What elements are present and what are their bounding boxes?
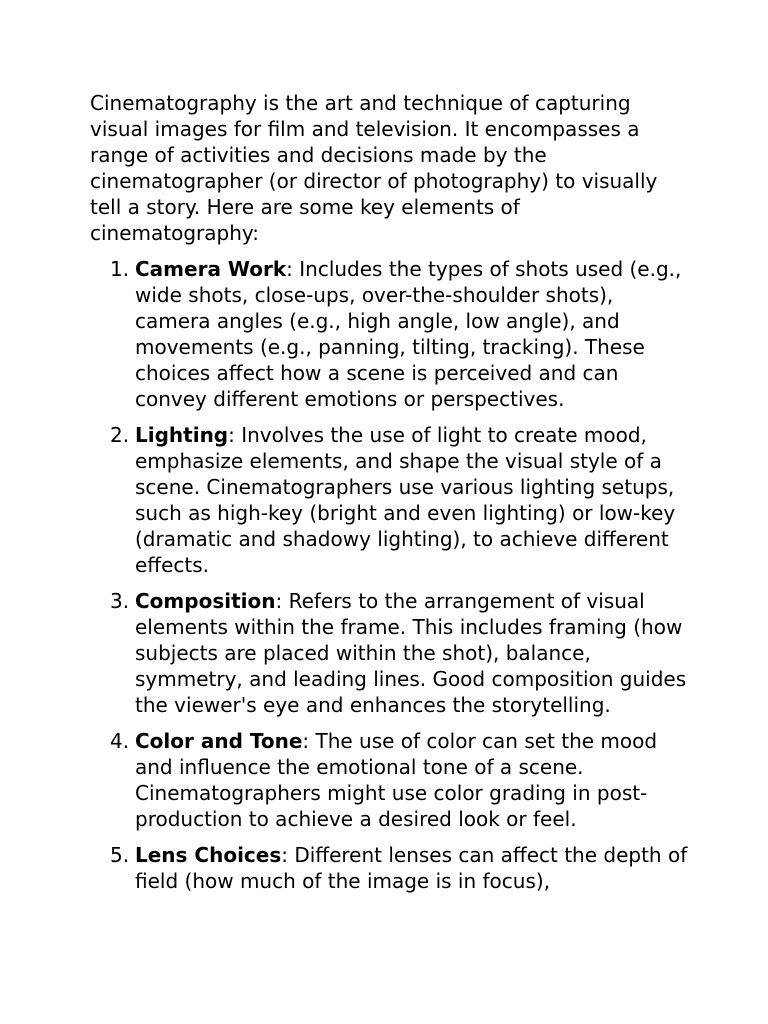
list-item-term: Color and Tone — [135, 729, 303, 753]
list-item-term: Composition — [135, 589, 276, 613]
list-item-term: Lighting — [135, 423, 229, 447]
elements-list — [90, 256, 690, 894]
list-item-term: Camera Work — [135, 257, 287, 281]
list-item-text: : Includes the types of shots used (e.g., wide shots, close-ups, over-the-shoulder shots), camera angles (e.g., high angle, low angle), and movements (e.g., panning, tilting, tracking). These choices affect how a scene is perceived and can convey different emotions or perspectives. — [135, 257, 682, 411]
list-item-text: : Different lenses can affect the depth of field (how much of the image is in focus), — [135, 843, 688, 893]
list-item — [90, 842, 690, 894]
list-item-text: : Refers to the arrangement of visual elements within the frame. This includes framing (how subjects are placed within the shot), balance, symmetry, and leading lines. Good composition guides the viewer's eye and enhances the storytelling. — [135, 589, 687, 717]
list-item-number: 1. — [110, 257, 130, 281]
list-item-number: 5. — [110, 843, 130, 867]
list-item-number: 3. — [110, 589, 130, 613]
document-page — [90, 90, 690, 904]
intro-paragraph: Cinematography is the art and technique of capturing visual images for film and television. It encompasses a range of activities and decisions made by the cinematographer (or director of photography) to visually tell a story. Here are some key elements of cinematography: — [90, 91, 658, 245]
list-item-text: : Involves the use of light to create mood, emphasize elements, and shape the visual style of a scene. Cinematographers use various lighting setups, such as high-key (bright and even lighting) or low-key (dramatic and shadowy lighting), to achieve different effects. — [135, 423, 676, 577]
list-item — [90, 728, 690, 832]
list-item — [90, 422, 690, 578]
list-item-number: 2. — [110, 423, 130, 447]
list-item-number: 4. — [110, 729, 130, 753]
list-item — [90, 588, 690, 718]
list-item — [90, 256, 690, 412]
list-item-text: : The use of color can set the mood and influence the emotional tone of a scene. Cinematographers might use color grading in post-production to achieve a desired look or feel. — [135, 729, 658, 831]
list-item-term: Lens Choices — [135, 843, 282, 867]
